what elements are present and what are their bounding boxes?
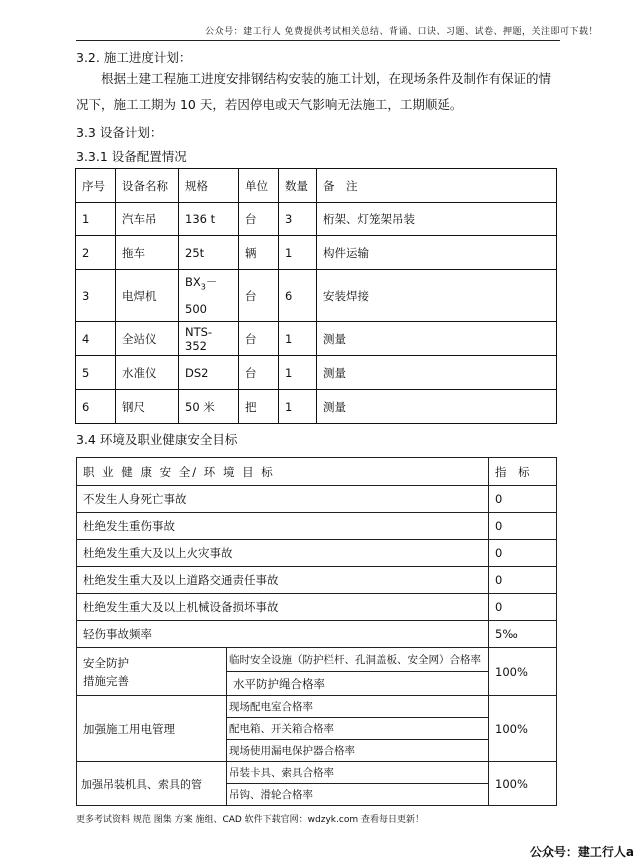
cell-unit: 台 xyxy=(239,270,279,322)
goal-cell: 轻伤事故频率 xyxy=(77,621,489,648)
table-row xyxy=(76,203,557,236)
value-cell: 0 xyxy=(489,594,557,621)
footer-text: 更多考试资料 规范 图集 方案 施组、CAD 软件下载官网：wdzyk.com 查看每日更新！ xyxy=(76,815,424,825)
section-3-3-1-heading: 3.3.1 设备配置情况 xyxy=(76,149,187,164)
cell-spec: NTS-352 xyxy=(179,322,239,356)
safety-goals-table xyxy=(76,457,557,806)
table-row xyxy=(77,696,557,718)
col-header-index: 指 标 xyxy=(489,458,557,486)
group-item-cell: 现场使用漏电保护器合格率 xyxy=(227,740,489,762)
table-row xyxy=(76,390,557,424)
brand-watermark: 公众号：建工行人a xyxy=(529,845,634,859)
cell-name: 全站仪 xyxy=(116,322,179,356)
table-row xyxy=(76,322,557,356)
cell-qty: 6 xyxy=(279,270,317,322)
cell-remark: 测量 xyxy=(317,390,557,424)
group-name-cell: 加强吊装机具、索具的管 xyxy=(77,762,227,806)
group-item-cell: 吊钩、滑轮合格率 xyxy=(227,784,489,806)
group-item-cell: 现场配电室合格率 xyxy=(227,696,489,718)
goal-cell: 杜绝发生重大及以上机械设备损坏事故 xyxy=(77,594,489,621)
col-header-qty: 数量 xyxy=(279,169,317,203)
group-item-cell: 水平防护绳合格率 xyxy=(227,672,489,696)
cell-remark: 构件运输 xyxy=(317,236,557,270)
header-divider xyxy=(76,40,560,41)
col-header-unit: 单位 xyxy=(239,169,279,203)
goal-cell: 杜绝发生重大及以上道路交通责任事故 xyxy=(77,567,489,594)
page-header-banner: 公众号：建工行人 免费提供考试相关总结、背诵、口诀、习题、试卷、押题，关注即可下载！ xyxy=(205,27,598,37)
spec-subscript: 3 xyxy=(200,282,206,292)
col-header-remark: 备 注 xyxy=(317,169,557,203)
table-row xyxy=(76,236,557,270)
value-cell: 0 xyxy=(489,540,557,567)
table-row xyxy=(77,540,557,567)
equipment-header-row xyxy=(76,169,557,203)
table-row xyxy=(76,270,557,322)
col-header-index: 序号 xyxy=(76,169,116,203)
cell-index: 2 xyxy=(76,236,116,270)
cell-spec: 136 t xyxy=(179,203,239,236)
group-item-cell: 临时安全设施（防护栏杆、孔洞盖板、安全网）合格率 xyxy=(227,648,489,672)
goal-cell: 杜绝发生重大及以上火灾事故 xyxy=(77,540,489,567)
cell-index: 6 xyxy=(76,390,116,424)
col-header-goal: 职 业 健 康 安 全/ 环 境 目 标 xyxy=(77,458,489,486)
cell-qty: 1 xyxy=(279,322,317,356)
group-value-cell: 100% xyxy=(489,648,557,696)
cell-unit: 台 xyxy=(239,322,279,356)
cell-unit: 辆 xyxy=(239,236,279,270)
cell-index: 3 xyxy=(76,270,116,322)
group-name-line2: 措施完善 xyxy=(83,673,129,688)
group-name-cell: 加强施工用电管理 xyxy=(77,696,227,762)
value-cell: 0 xyxy=(489,486,557,513)
cell-name: 汽车吊 xyxy=(116,203,179,236)
cell-remark: 安装焊接 xyxy=(317,270,557,322)
cell-remark: 桁架、灯笼架吊装 xyxy=(317,203,557,236)
spec-line2: 500 xyxy=(185,302,207,317)
group-item-cell: 吊装卡具、索具合格率 xyxy=(227,762,489,784)
cell-name: 电焊机 xyxy=(116,270,179,322)
cell-spec: 25t xyxy=(179,236,239,270)
cell-unit: 台 xyxy=(239,203,279,236)
cell-spec: DS2 xyxy=(179,356,239,390)
cell-index: 4 xyxy=(76,322,116,356)
table-row xyxy=(77,486,557,513)
spec-main: BX xyxy=(185,274,201,289)
cell-qty: 1 xyxy=(279,236,317,270)
goal-cell: 杜绝发生重伤事故 xyxy=(77,513,489,540)
safety-header-row xyxy=(77,458,557,486)
table-row xyxy=(77,513,557,540)
group-item-cell: 配电箱、开关箱合格率 xyxy=(227,718,489,740)
table-row xyxy=(77,594,557,621)
cell-name: 拖车 xyxy=(116,236,179,270)
cell-qty: 3 xyxy=(279,203,317,236)
cell-unit: 把 xyxy=(239,390,279,424)
equipment-table xyxy=(75,168,557,424)
cell-spec xyxy=(179,270,239,322)
group-name-cell xyxy=(77,648,227,696)
cell-qty: 1 xyxy=(279,356,317,390)
cell-remark: 测量 xyxy=(317,356,557,390)
section-3-4-heading: 3.4 环境及职业健康安全目标 xyxy=(76,432,238,447)
group-value-cell: 100% xyxy=(489,696,557,762)
cell-remark: 测量 xyxy=(317,322,557,356)
value-cell: 0 xyxy=(489,567,557,594)
section-3-2-heading: 3.2. 施工进度计划： xyxy=(76,50,192,65)
group-value-cell: 100% xyxy=(489,762,557,806)
cell-index: 1 xyxy=(76,203,116,236)
section-3-2-paragraph: 根据土建工程施工进度安排钢结构安装的施工计划，在现场条件及制作有保证的情况下，施工工期为 10 天，若因停电或天气影响无法施工，工期顺延。 xyxy=(76,71,552,112)
group-name-line1: 安全防护 xyxy=(83,655,129,670)
spec-dash: － xyxy=(205,274,218,289)
col-header-spec: 规格 xyxy=(179,169,239,203)
cell-unit: 台 xyxy=(239,356,279,390)
value-cell: 0 xyxy=(489,513,557,540)
cell-spec: 50 米 xyxy=(179,390,239,424)
col-header-name: 设备名称 xyxy=(116,169,179,203)
table-row xyxy=(76,356,557,390)
table-row xyxy=(77,762,557,784)
value-cell: 5‰ xyxy=(489,621,557,648)
cell-index: 5 xyxy=(76,356,116,390)
cell-name: 水准仪 xyxy=(116,356,179,390)
table-row xyxy=(77,621,557,648)
table-row xyxy=(77,567,557,594)
table-row xyxy=(77,648,557,672)
goal-cell: 不发生人身死亡事故 xyxy=(77,486,489,513)
section-3-3-heading: 3.3 设备计划： xyxy=(76,125,163,140)
cell-name: 钢尺 xyxy=(116,390,179,424)
cell-qty: 1 xyxy=(279,390,317,424)
